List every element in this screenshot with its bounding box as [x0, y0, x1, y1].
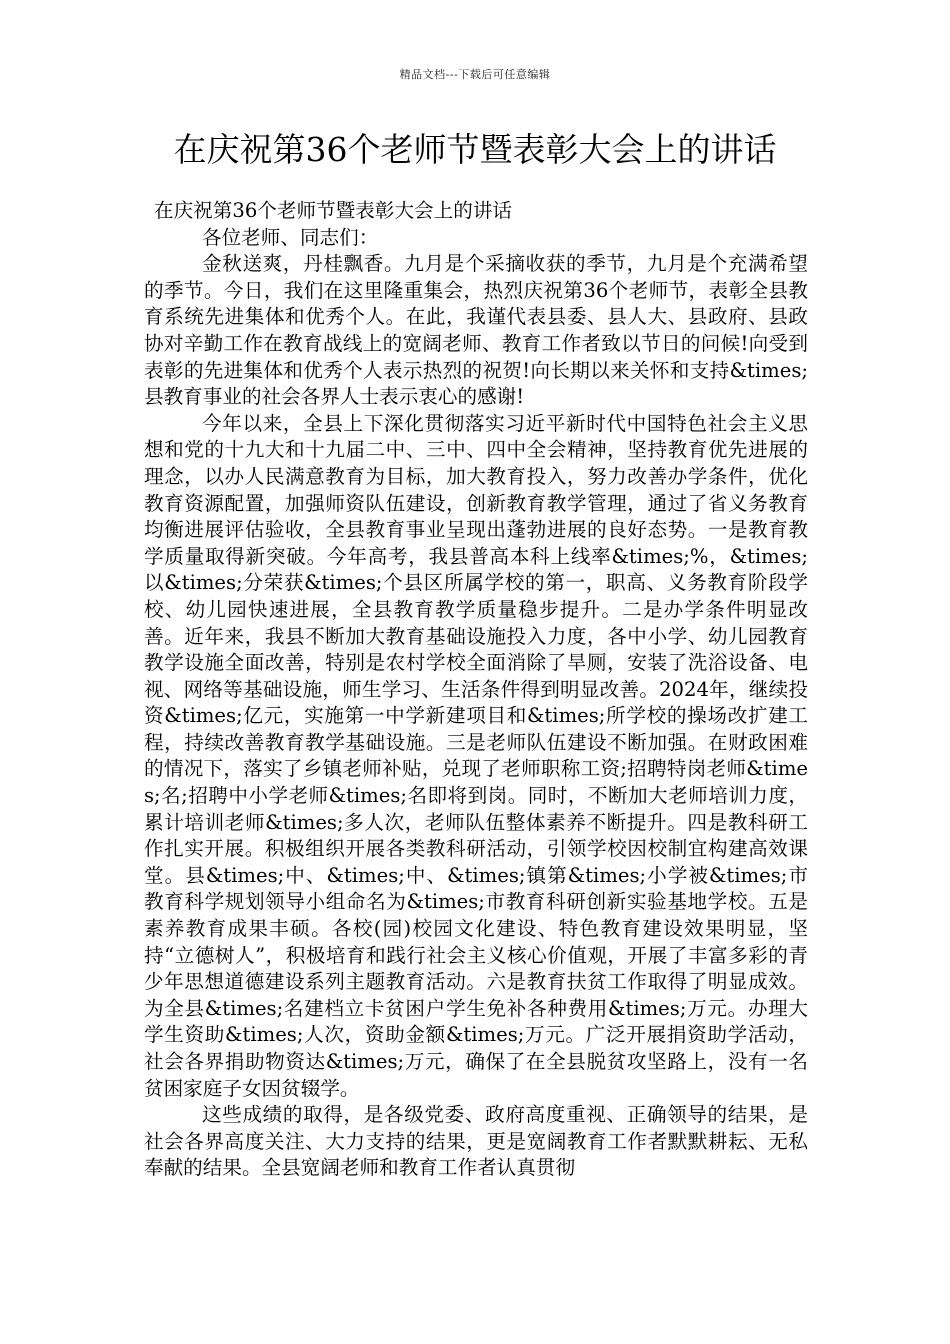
- document-body: [144, 198, 808, 1182]
- document-title: 在庆祝第36个老师节暨表彰大会上的讲话: [173, 130, 777, 169]
- paragraph: 金秋送爽，丹桂飘香。九月是个采摘收获的季节，九月是个充满希望的季节。今日，我们在这里隆重集会，热烈庆祝第36个老师节，表彰全县教育系统先进集体和优秀个人。在此，我谨代表县委、县人大、县政府、县政协对辛勤工作在教育战线上的宽阔老师、教育工作者致以节日的问候!向受到表彰的先进集体和优秀个人表示热烈的祝贺!向长期以来关怀和支持&times;县教育事业的社会各界人士表示衷心的感谢!: [144, 252, 808, 409]
- greeting-line: 各位老师、同志们：: [202, 225, 379, 249]
- paragraph: 这些成绩的取得，是各级党委、政府高度重视、正确领导的结果，是社会各界高度关注、大力支持的结果，更是宽阔教育工作者默默耕耘、无私奉献的结果。全县宽阔老师和教育工作者认真贯彻: [144, 1103, 808, 1180]
- paragraph: 今年以来，全县上下深化贯彻落实习近平新时代中国特色社会主义思想和党的十九大和十九届二中、三中、四中全会精神，坚持教育优先进展的理念，以办人民满意教育为目标，加大教育投入，努力改善办学条件，优化教育资源配置，加强师资队伍建设，创新教育教学管理，通过了省义务教育均衡进展评估验收，全县教育事业呈现出蓬勃进展的良好态势。一是教育教学质量取得新突破。今年高考，我县普高本科上线率&times;%，&times;以&times;分荣获&times;个县区所属学校的第一，职高、义务教育阶段学校、幼儿园快速进展，全县教育教学质量稳步提升。二是办学条件明显改善。近年来，我县不断加大教育基础设施投入力度，各中小学、幼儿园教育教学设施全面改善，特别是农村学校全面消除了旱厕，安装了洗浴设备、电视、网络等基础设施，师生学习、生活条件得到明显改善。2024年，继续投资&times;亿元，实施第一中学新建项目和&times;所学校的操场改扩建工程，持续改善教育教学基础设施。三是老师队伍建设不断加强。在财政困难的情况下，落实了乡镇老师补贴，兑现了老师职称工资;招聘特岗老师&times;名;招聘中小学老师&times;名即将到岗。同时，不断加大老师培训力度，累计培训老师&times;多人次，老师队伍整体素养不断提升。四是教科研工作扎实开展。积极组织开展各类教科研活动，引领学校因校制宜构建高效课堂。县&times;中、&times;中、&times;镇第&times;小学被&times;市教育科学规划领导小组命名为&times;市教育科研创新实验基地学校。五是素养教育成果丰硕。各校(园)校园文化建设、特色教育建设效果明显，坚持“立德树人”，积极培育和践行社会主义核心价值观，开展了丰富多彩的青少年思想道德建设系列主题教育活动。六是教育扶贫工作取得了明显成效。为全县&times;名建档立卡贫困户学生免补各种费用&times;万元。办理大学生资助&times;人次，资助金额&times;万元。广泛开展捐资助学活动，社会各界捐助物资达&times;万元，确保了在全县脱贫攻坚路上，没有一名贫困家庭子女因贫辍学。: [144, 411, 808, 1100]
- header-note: 精品文档---下载后可任意编辑: [399, 68, 551, 81]
- speech-subtitle: 在庆祝第36个老师节暨表彰大会上的讲话: [154, 199, 513, 222]
